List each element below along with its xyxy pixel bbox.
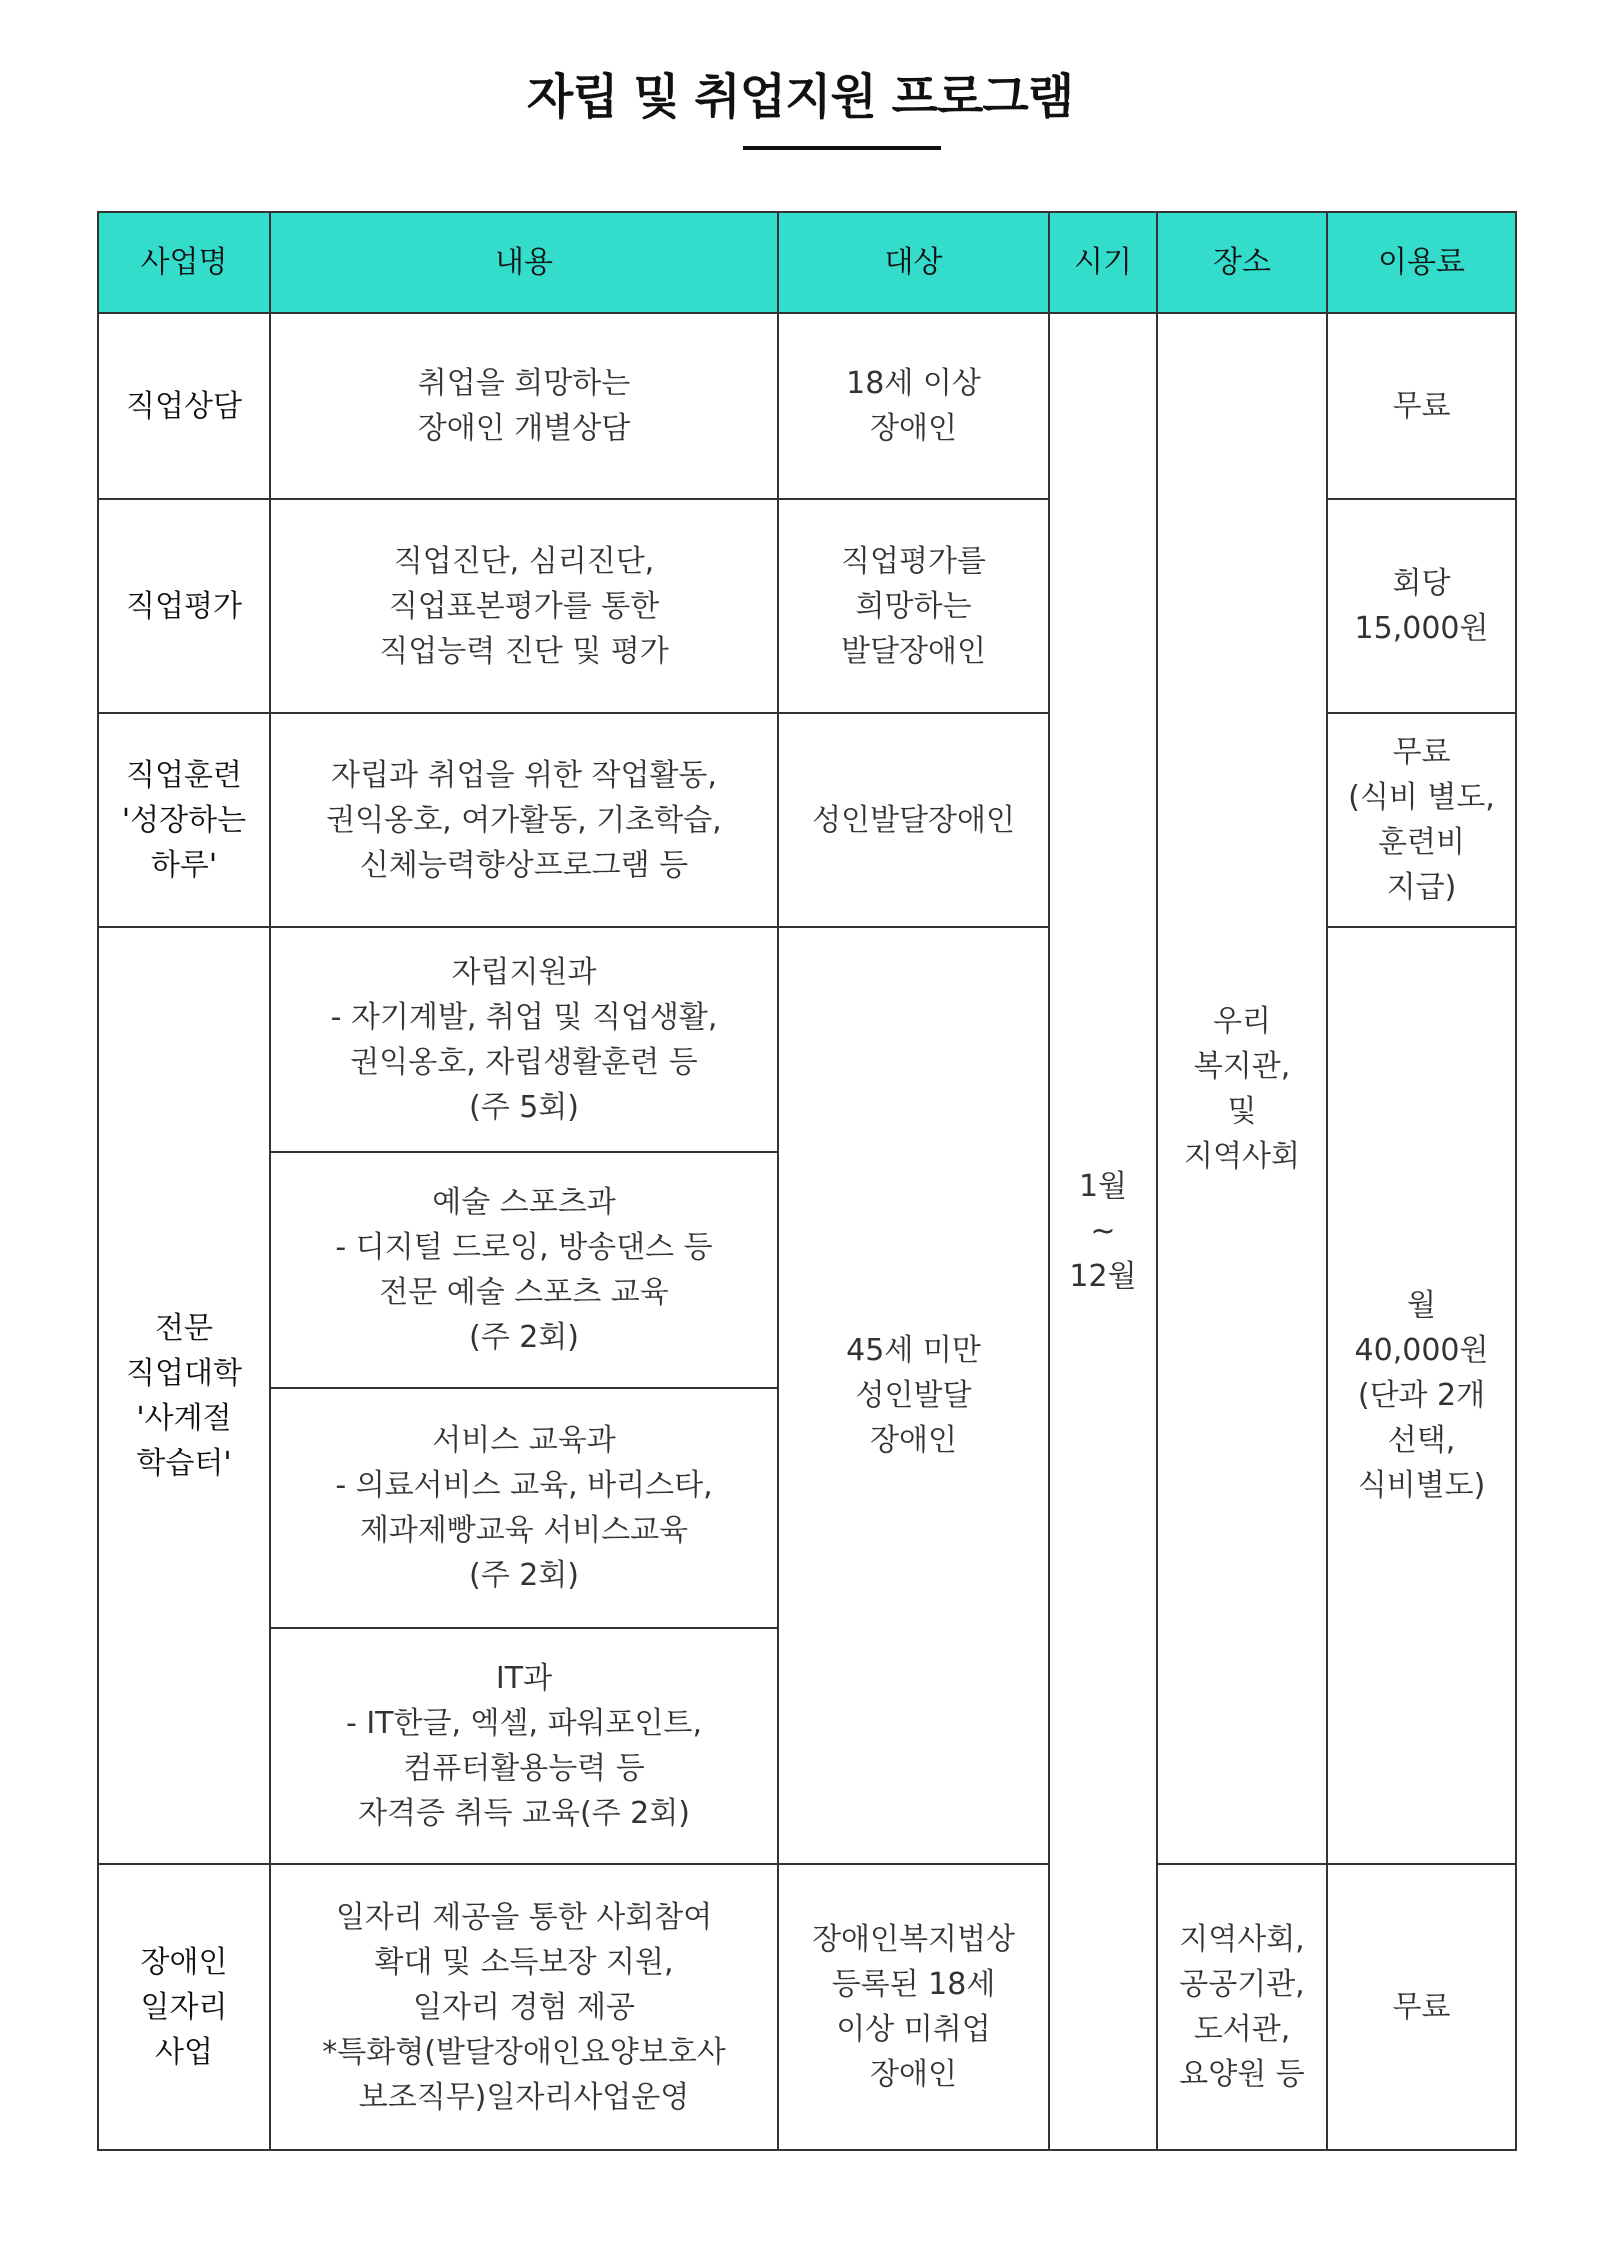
header-cell-content: 내용 [270,212,778,313]
fee-cell: 무료 [1327,313,1516,499]
table-row [98,313,1516,499]
target-cell: 직업평가를 희망하는 발달장애인 [778,499,1049,713]
business-name-cell: 직업상담 [98,313,270,499]
header-cell-business: 사업명 [98,212,270,313]
business-name-cell: 장애인 일자리 사업 [98,1864,270,2150]
target-cell: 성인발달장애인 [778,713,1049,927]
fee-cell: 무료 (식비 별도, 훈련비 지급) [1327,713,1516,927]
business-name-cell: 전문 직업대학 '사계절 학습터' [98,927,270,1864]
content-cell: 직업진단, 심리진단, 직업표본평가를 통한 직업능력 진단 및 평가 [270,499,778,713]
content-cell: 일자리 제공을 통한 사회참여 확대 및 소득보장 지원, 일자리 경험 제공 *특화형(발달장애인요양보호사 보조직무)일자리사업운영 [270,1864,778,2150]
fee-cell: 회당 15,000원 [1327,499,1516,713]
course-cell: 자립지원과 - 자기계발, 취업 및 직업생활, 권익옹호, 자립생활훈련 등 (주 5회) [270,927,778,1152]
course-cell: 예술 스포츠과 - 디지털 드로잉, 방송댄스 등 전문 예술 스포츠 교육 (주 2회) [270,1152,778,1388]
header-cell-target: 대상 [778,212,1049,313]
fee-cell: 무료 [1327,1864,1516,2150]
header-cell-place: 장소 [1157,212,1327,313]
target-cell: 18세 이상 장애인 [778,313,1049,499]
table-header-row [98,212,1516,313]
course-cell: IT과 - IT한글, 엑셀, 파워포인트, 컴퓨터활용능력 등 자격증 취득 교육(주 2회) [270,1628,778,1864]
header-cell-fee: 이용료 [1327,212,1516,313]
title-underline [743,146,941,150]
course-cell: 서비스 교육과 - 의료서비스 교육, 바리스타, 제과제빵교육 서비스교육 (주 2회) [270,1388,778,1628]
place-cell: 우리 복지관, 및 지역사회 [1157,313,1327,1864]
content-cell: 취업을 희망하는 장애인 개별상담 [270,313,778,499]
period-cell: 1월 ~ 12월 [1049,313,1157,2150]
target-cell: 장애인복지법상 등록된 18세 이상 미취업 장애인 [778,1864,1049,2150]
place-cell: 지역사회, 공공기관, 도서관, 요양원 등 [1157,1864,1327,2150]
business-name-cell: 직업평가 [98,499,270,713]
business-name-cell: 직업훈련 '성장하는 하루' [98,713,270,927]
fee-cell: 월 40,000원 (단과 2개 선택, 식비별도) [1327,927,1516,1864]
page-title: 자립 및 취업지원 프로그램 [526,69,1074,125]
header-cell-period: 시기 [1049,212,1157,313]
table-row [98,1864,1516,2150]
program-table [97,211,1517,2151]
target-cell: 45세 미만 성인발달 장애인 [778,927,1049,1864]
content-cell: 자립과 취업을 위한 작업활동, 권익옹호, 여가활동, 기초학습, 신체능력향상프로그램 등 [270,713,778,927]
